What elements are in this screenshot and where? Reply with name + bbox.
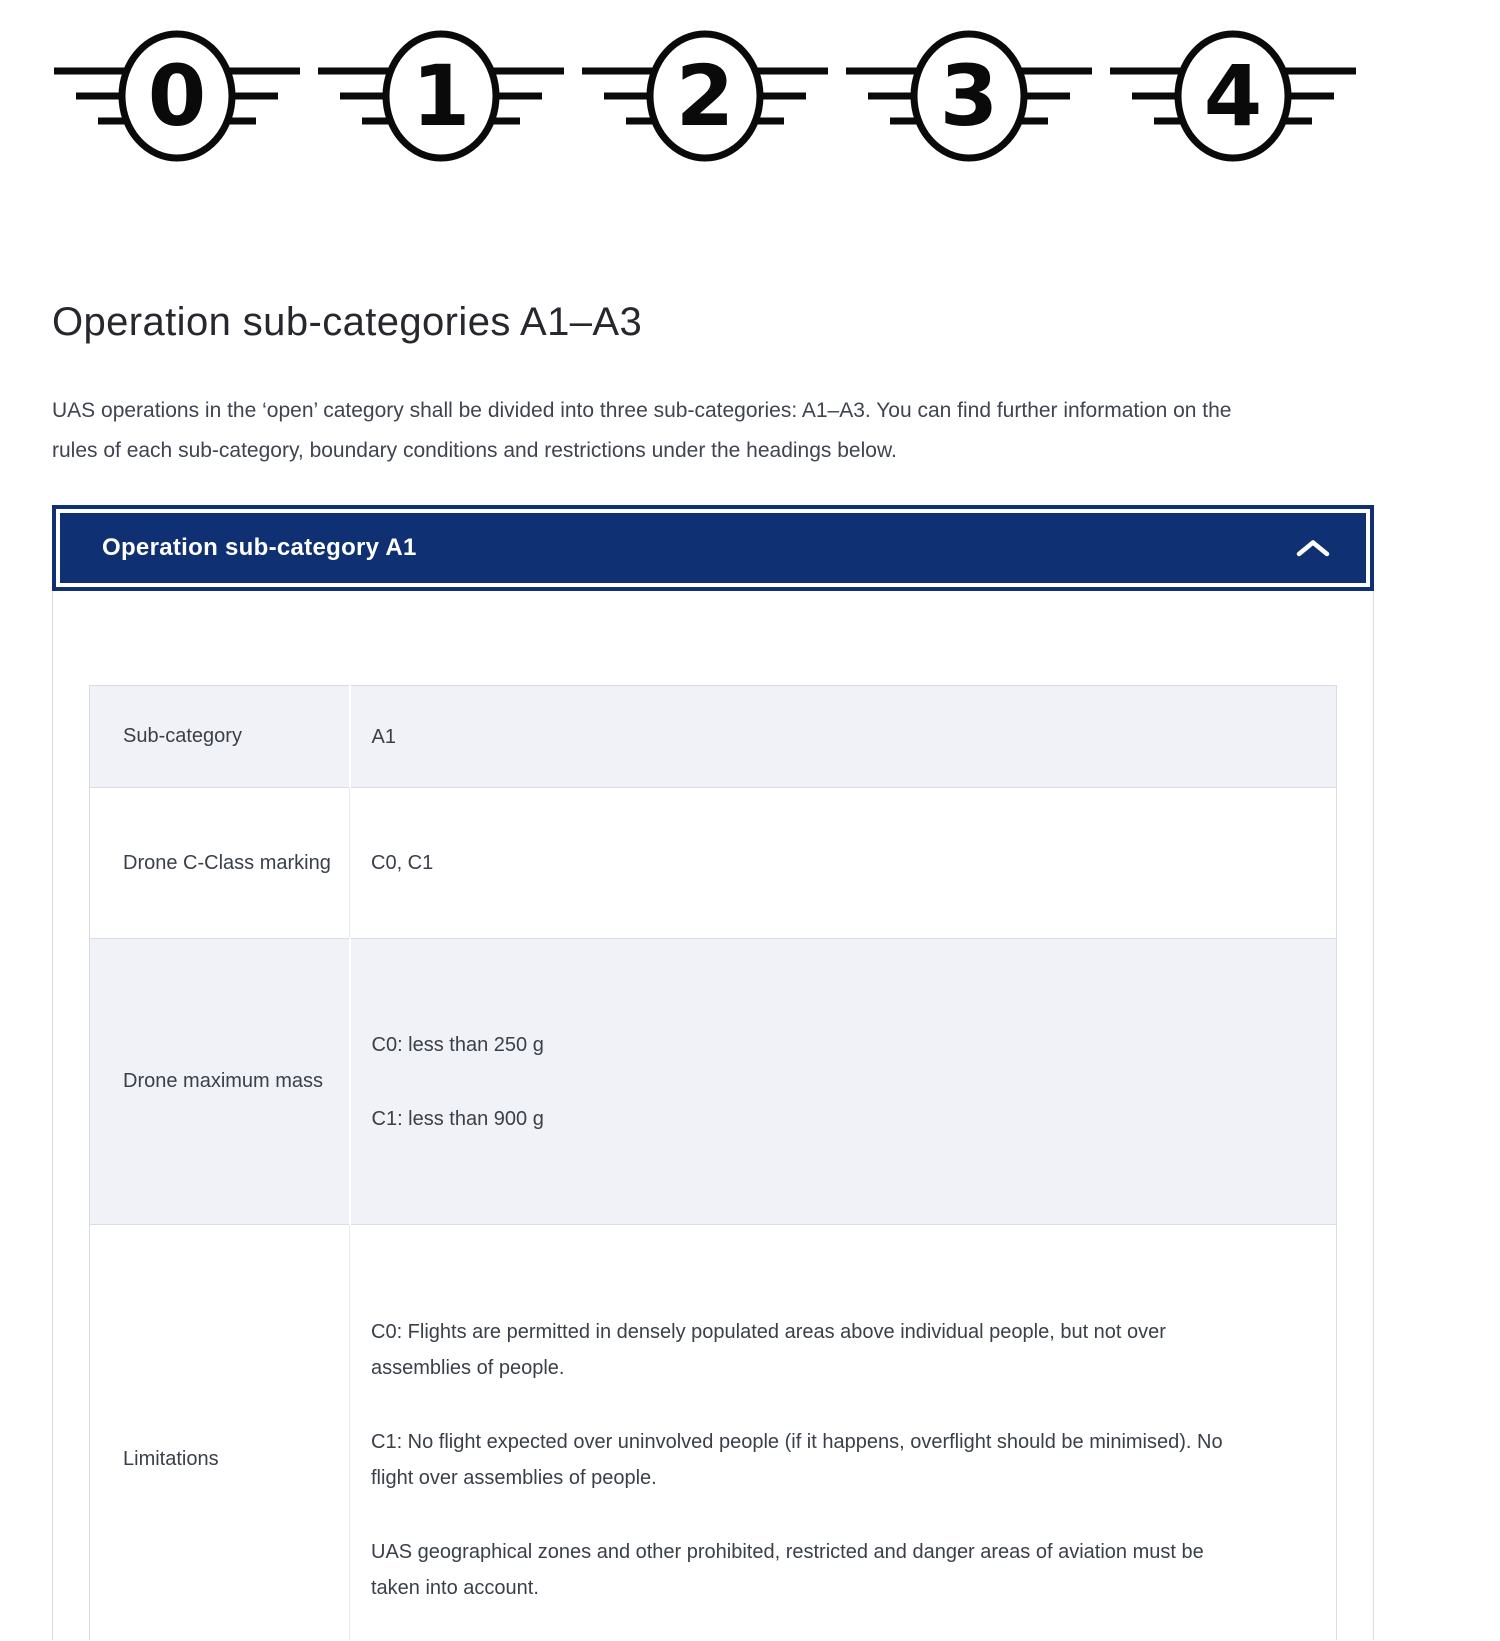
class-mark-number: 1 bbox=[411, 47, 471, 145]
chevron-up-icon[interactable] bbox=[1296, 539, 1330, 557]
row-label: Sub-category bbox=[90, 686, 350, 788]
row-value bbox=[350, 788, 1337, 939]
table-row bbox=[90, 939, 1337, 1225]
value-paragraph: C1: No flight expected over uninvolved people (if it happens, overflight should be minimised). No flight over assemblies of people. bbox=[371, 1430, 1223, 1489]
value-paragraph: C1: less than 900 g bbox=[371, 1107, 544, 1130]
value-paragraph: C0, C1 bbox=[371, 852, 434, 874]
class-mark-number: 4 bbox=[1203, 47, 1263, 145]
row-label: Drone C-Class marking bbox=[90, 788, 350, 939]
accordion-title: Operation sub-category A1 bbox=[102, 534, 417, 561]
class-mark-number: 0 bbox=[147, 47, 207, 145]
value-paragraph: A1 bbox=[371, 725, 396, 748]
row-value bbox=[350, 686, 1337, 788]
row-label: Drone maximum mass bbox=[90, 939, 350, 1225]
accordion-header-a1[interactable] bbox=[52, 505, 1374, 591]
intro-text: UAS operations in the ‘open’ category shall be divided into three sub-categories: A1–A3. You can find further information on the rules of each sub-category, boundary conditions and restrictions under the headings below. bbox=[52, 399, 1232, 462]
page-title: Operation sub-categories A1–A3 bbox=[52, 300, 643, 344]
table-row bbox=[90, 788, 1337, 939]
row-label: Limitations bbox=[90, 1225, 350, 1641]
class-mark-icon-0 bbox=[52, 26, 302, 166]
class-mark-number: 3 bbox=[939, 47, 999, 145]
value-paragraph: C0: Flights are permitted in densely populated areas above individual people, but not over assemblies of people. bbox=[371, 1320, 1166, 1379]
class-mark-icon-2 bbox=[580, 26, 830, 166]
accordion-a1 bbox=[52, 505, 1374, 1640]
page-content bbox=[52, 0, 1374, 1640]
value-paragraph: C0: less than 250 g bbox=[371, 1033, 544, 1056]
row-value bbox=[350, 939, 1337, 1225]
table-row bbox=[90, 1225, 1337, 1641]
class-mark-icon-3 bbox=[844, 26, 1094, 166]
class-mark-icon-4 bbox=[1108, 26, 1358, 166]
class-mark-icon-1 bbox=[316, 26, 566, 166]
table-row bbox=[90, 686, 1337, 788]
sub-category-table bbox=[89, 685, 1337, 1640]
row-value bbox=[350, 1225, 1337, 1641]
accordion-body-a1 bbox=[52, 591, 1374, 1640]
class-mark-number: 2 bbox=[675, 47, 735, 145]
value-paragraph: UAS geographical zones and other prohibited, restricted and danger areas of aviation must be taken into account. bbox=[371, 1540, 1204, 1599]
drone-class-icons bbox=[52, 0, 1374, 166]
